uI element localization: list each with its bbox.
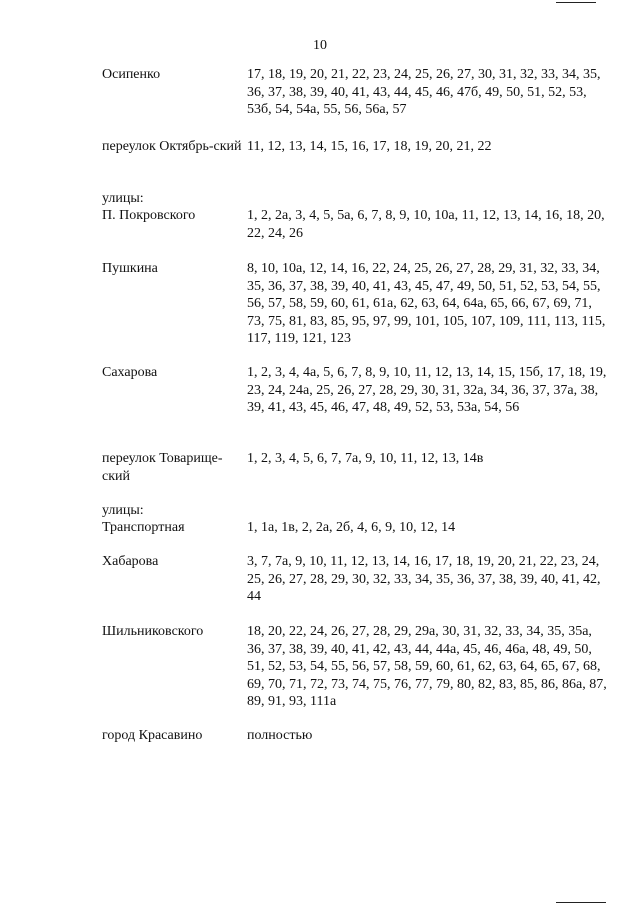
house-numbers: 11, 12, 13, 14, 15, 16, 17, 18, 19, 20, 21, 22 xyxy=(247,139,492,154)
street-entry xyxy=(102,66,607,119)
street-name: П. Покровского xyxy=(102,208,196,223)
street-entry xyxy=(102,519,607,537)
scan-mark-top-right xyxy=(556,2,596,3)
street-name: город Красавино xyxy=(102,728,203,743)
street-entry xyxy=(102,450,607,485)
group-label: улицы: xyxy=(102,503,144,518)
street-name: Пушкина xyxy=(102,261,158,276)
page-number: 10 xyxy=(313,38,327,53)
street-name: Осипенко xyxy=(102,67,161,82)
house-numbers: 1, 2, 3, 4, 4а, 5, 6, 7, 8, 9, 10, 11, 12, 13, 14, 15, 15б, 17, 18, 19, 23, 24, 24а, 25, 26, 27, 28, 29, 30, 31, 32а, 34, 36, 37, 37а, 38, 39, 41, 43, 45, 46, 47, 48, 49, 52, 53, 53а, 54, 56 xyxy=(247,365,607,415)
street-name: переулок Октябрь-ский xyxy=(102,139,242,154)
street-entry xyxy=(102,727,607,745)
street-entry xyxy=(102,260,607,348)
house-numbers: 8, 10, 10а, 12, 14, 16, 22, 24, 25, 26, 27, 28, 29, 31, 32, 33, 34, 35, 36, 37, 38, 39, 40, 41, 43, 45, 47, 49, 50, 51, 52, 53, 54, 55, 56, 57, 58, 59, 60, 61, 61а, 62, 63, 64, 64а, 65, 66, 67, 69, 71, 73, 75, 81, 83, 85, 95, 97, 99, 101, 105, 107, 109, 111, 113, 115, 117, 119, 121, 123 xyxy=(247,261,606,346)
street-entry xyxy=(102,138,607,156)
house-numbers: полностью xyxy=(247,728,313,743)
house-numbers: 17, 18, 19, 20, 21, 22, 23, 24, 25, 26, 27, 30, 31, 32, 33, 34, 35, 36, 37, 38, 39, 40, 41, 43, 44, 45, 46, 47б, 49, 50, 51, 52, 53, 53б, 54, 54а, 55, 56, 56а, 57 xyxy=(247,67,601,117)
street-name: Шильниковского xyxy=(102,624,204,639)
house-numbers: 1, 1а, 1в, 2, 2а, 2б, 4, 6, 9, 10, 12, 14 xyxy=(247,520,456,535)
house-numbers: 1, 2, 3, 4, 5, 6, 7, 7а, 9, 10, 11, 12, 13, 14в xyxy=(247,451,484,466)
street-entry xyxy=(102,207,607,242)
street-name: Сахарова xyxy=(102,365,158,380)
street-name: переулок Товарище-ский xyxy=(102,451,223,484)
street-entry xyxy=(102,553,607,606)
scan-mark-bottom-right xyxy=(556,902,606,903)
street-name: Транспортная xyxy=(102,520,185,535)
street-name: Хабарова xyxy=(102,554,159,569)
street-entry xyxy=(102,623,607,711)
house-numbers: 3, 7, 7а, 9, 10, 11, 12, 13, 14, 16, 17, 18, 19, 20, 21, 22, 23, 24, 25, 26, 27, 28, 29, 30, 32, 33, 34, 35, 36, 37, 38, 39, 40, 41, 42, 44 xyxy=(247,554,601,604)
house-numbers: 18, 20, 22, 24, 26, 27, 28, 29, 29а, 30, 31, 32, 33, 34, 35, 35а, 36, 37, 38, 39, 40, 41, 42, 43, 44, 44а, 45, 46, 46а, 48, 49, 50, 51, 52, 53, 54, 55, 56, 57, 58, 59, 60, 61, 62, 63, 64, 65, 67, 68, 69, 70, 71, 72, 73, 74, 75, 76, 77, 79, 80, 82, 83, 85, 86, 86а, 87, 89, 91, 93, 111а xyxy=(247,624,607,709)
street-entry xyxy=(102,364,607,417)
group-label: улицы: xyxy=(102,191,144,206)
house-numbers: 1, 2, 2а, 3, 4, 5, 5а, 6, 7, 8, 9, 10, 10а, 11, 12, 13, 14, 16, 18, 20, 22, 24, 26 xyxy=(247,208,605,241)
